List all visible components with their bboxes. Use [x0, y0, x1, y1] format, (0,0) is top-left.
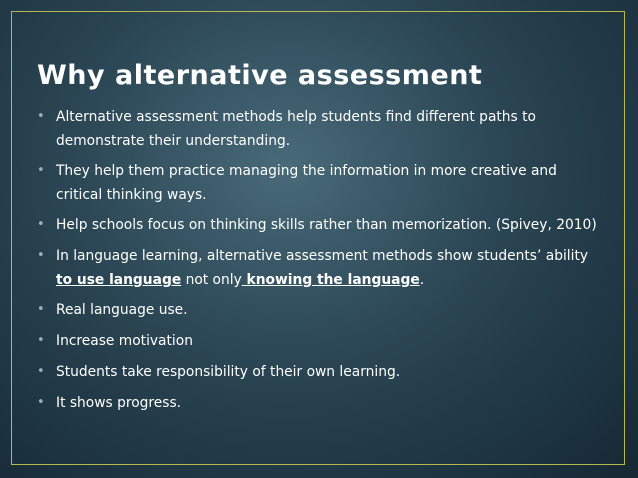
slide-title: Why alternative assessment: [37, 60, 483, 91]
bullet-text: Alternative assessment methods help students find different paths to demonstrate their understanding.: [56, 109, 536, 149]
bullet-item: [37, 329, 607, 353]
bullet-list: [37, 105, 607, 422]
bullet-text: Real language use.: [56, 302, 188, 318]
bullet-dot: •: [37, 395, 45, 410]
bullet-item: [37, 213, 607, 237]
bullet-text-intro: In language learning, alternative assessment methods show students’ ability: [56, 248, 589, 264]
bullet-item: [37, 360, 607, 384]
bullet-dot: •: [37, 163, 45, 178]
bullet-dot: •: [37, 302, 45, 317]
bullet-item: [37, 105, 607, 153]
bullet-text: Help schools focus on thinking skills rather than memorization. (Spivey, 2010): [56, 217, 597, 233]
bullet-dot: •: [37, 109, 45, 124]
bullet-text-end: .: [419, 272, 425, 288]
bullet-text: They help them practice managing the information in more creative and critical thinking ways.: [56, 163, 557, 203]
emphasis-knowing-language: knowing the language: [241, 272, 420, 288]
bullet-text-middle: not only: [181, 272, 242, 288]
bullet-text: It shows progress.: [56, 395, 182, 411]
bullet-item: [37, 159, 607, 207]
bullet-dot: •: [37, 333, 45, 348]
bullet-dot: •: [37, 217, 45, 232]
bullet-item: [37, 244, 607, 292]
bullet-item: [37, 391, 607, 415]
emphasis-use-language: to use language: [56, 272, 182, 288]
bullet-text: Students take responsibility of their own learning.: [56, 364, 401, 380]
bullet-text: Increase motivation: [56, 333, 193, 349]
bullet-dot: •: [37, 248, 45, 263]
bullet-item: [37, 298, 607, 322]
bullet-dot: •: [37, 364, 45, 379]
